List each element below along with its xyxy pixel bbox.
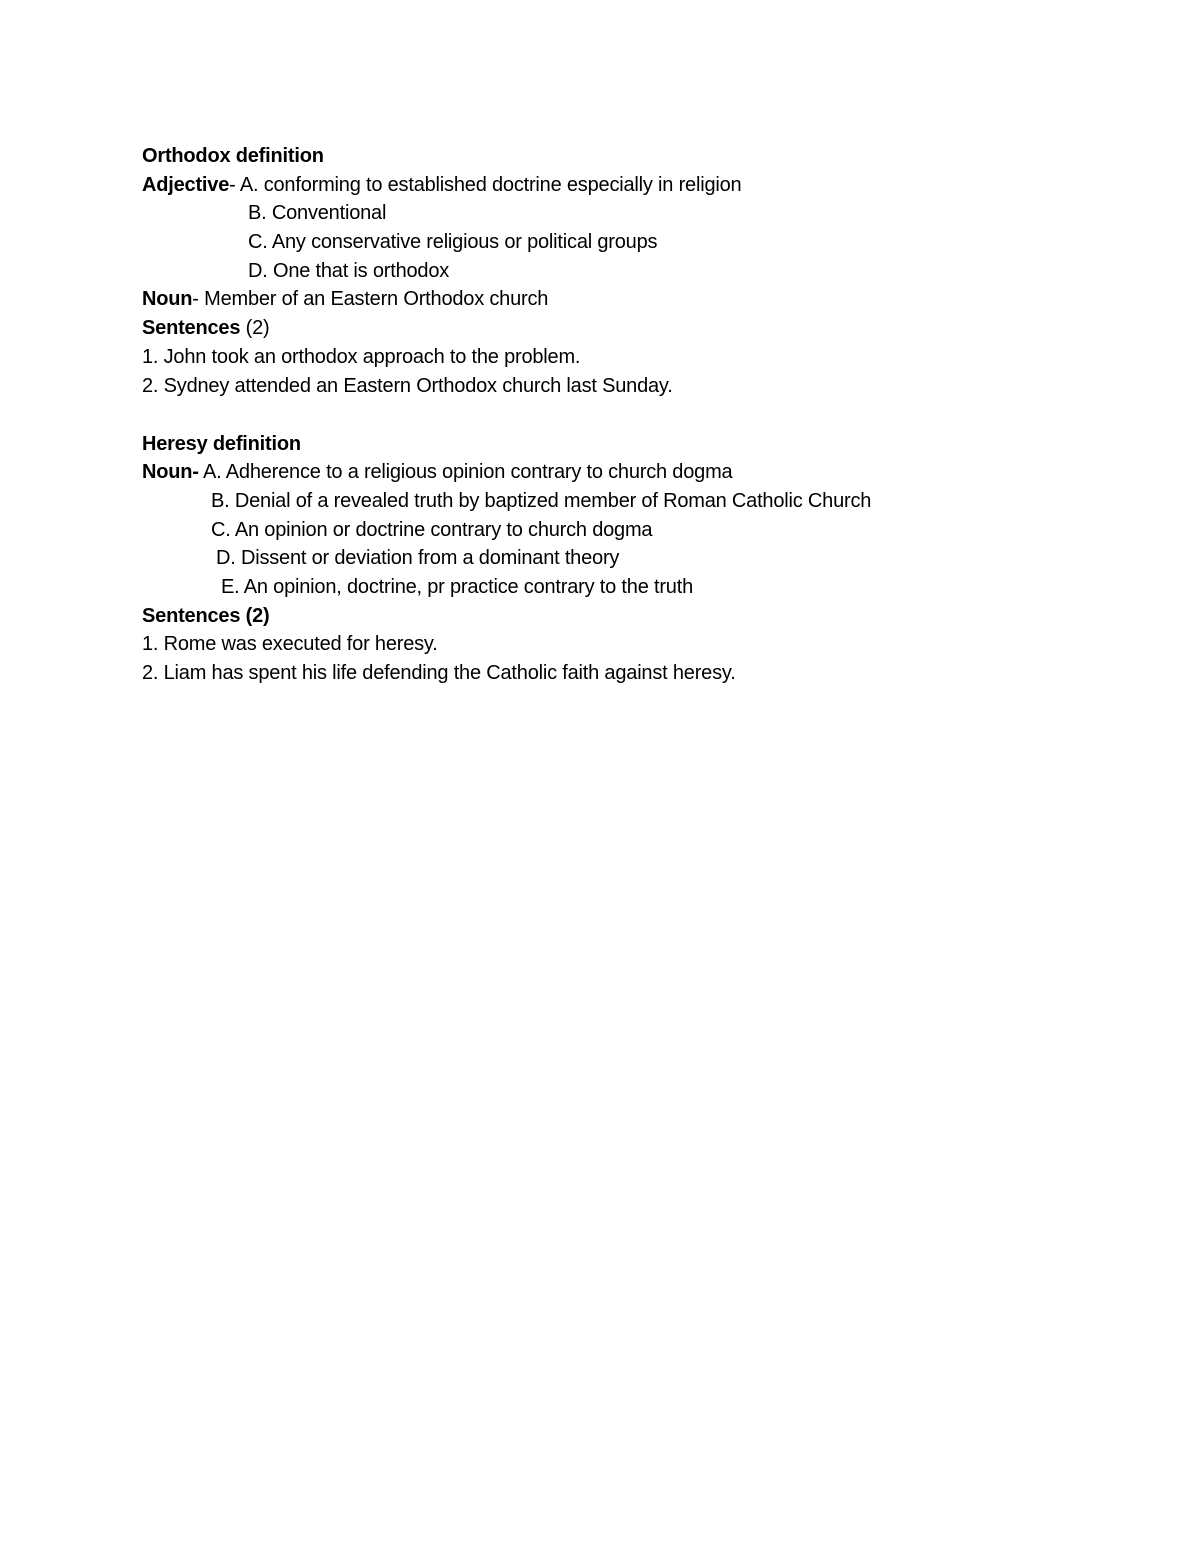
orthodox-sentence-2: 2. Sydney attended an Eastern Orthodox church last Sunday. — [142, 375, 673, 397]
orthodox-def-b: B. Conventional — [248, 202, 387, 224]
noun-label: Noun — [142, 288, 193, 310]
orthodox-def-c: C. Any conservative religious or political groups — [248, 231, 658, 253]
heresy-def-b: B. Denial of a revealed truth by baptized member of Roman Catholic Church — [211, 490, 872, 512]
heresy-def-d: D. Dissent or deviation from a dominant theory — [216, 547, 620, 569]
heresy-noun-label: Noun- — [142, 461, 199, 483]
heresy-sentence-2: 2. Liam has spent his life defending the Catholic faith against heresy. — [142, 662, 736, 684]
heresy-def-a: A. Adherence to a religious opinion contrary to church dogma — [198, 461, 733, 483]
adjective-label: Adjective — [142, 174, 230, 196]
orthodox-sentence-1: 1. John took an orthodox approach to the problem. — [142, 346, 581, 368]
heresy-def-c: C. An opinion or doctrine contrary to church dogma — [211, 519, 653, 541]
heresy-noun-line — [142, 458, 732, 486]
heresy-sentence-1: 1. Rome was executed for heresy. — [142, 633, 438, 655]
noun-def: - Member of an Eastern Orthodox church — [192, 288, 549, 310]
heresy-sentences-heading: Sentences (2) — [142, 605, 270, 627]
orthodox-heading: Orthodox definition — [142, 145, 324, 167]
heresy-def-e: E. An opinion, doctrine, pr practice contrary to the truth — [221, 576, 693, 598]
adjective-def-a: - A. conforming to established doctrine especially in religion — [229, 174, 742, 196]
orthodox-def-d: D. One that is orthodox — [248, 260, 450, 282]
orthodox-adjective-line — [142, 171, 741, 199]
orthodox-noun-line — [142, 285, 548, 313]
orthodox-sentences-heading — [142, 314, 269, 342]
sentences-label: Sentences — [142, 317, 241, 339]
sentences-count: (2) — [240, 317, 270, 339]
heresy-heading: Heresy definition — [142, 433, 301, 455]
